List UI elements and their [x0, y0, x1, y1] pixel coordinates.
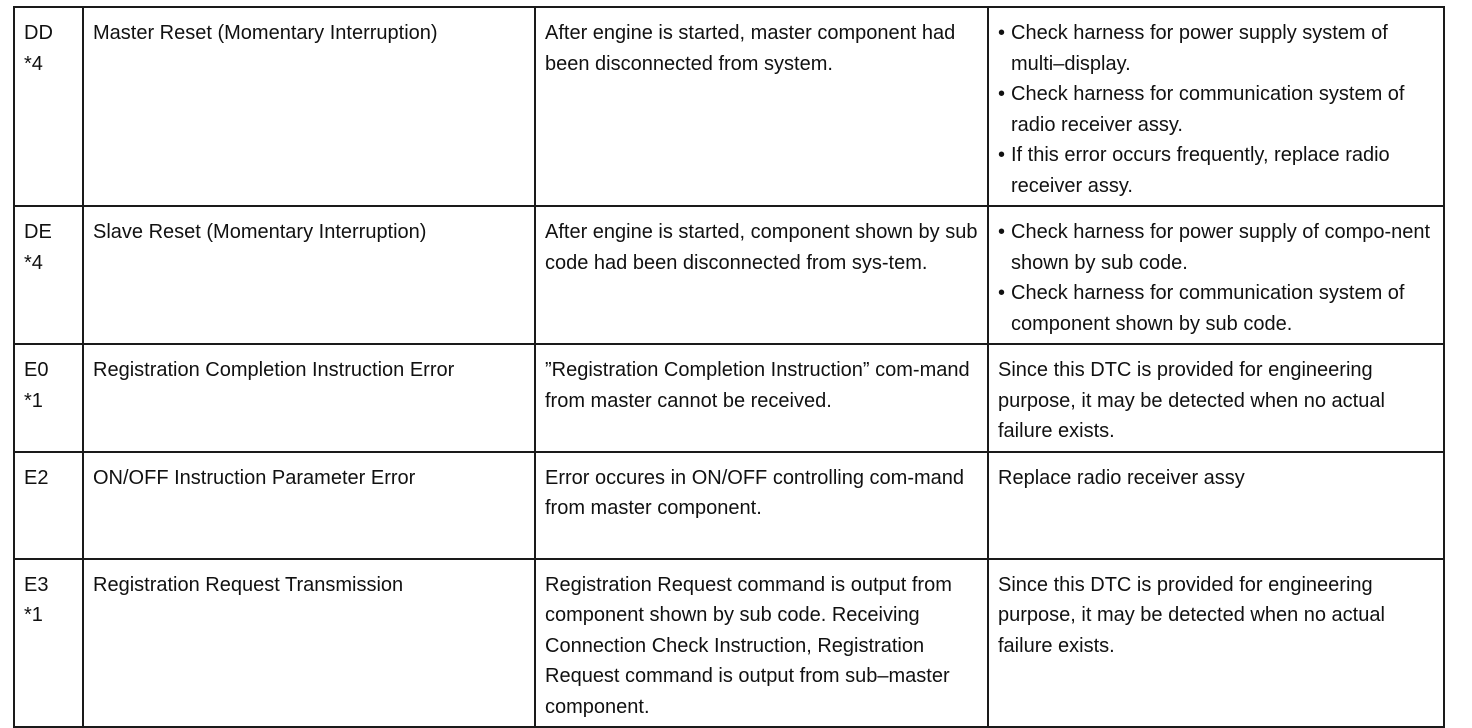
- table-row: [14, 344, 1444, 452]
- dtc-code-cell: [14, 206, 83, 344]
- trouble-condition: ”Registration Completion Instruction” com-mand from master cannot be received.: [535, 344, 988, 452]
- dtc-code: E2: [24, 466, 49, 489]
- trouble-condition: Registration Request command is output from component shown by sub code. Receiving Connection Check Instruction, Registration Request command is output from sub–master component.: [535, 559, 988, 728]
- remedy-list: [998, 217, 1435, 339]
- dtc-code-note: *4: [24, 52, 43, 75]
- detection-item: Master Reset (Momentary Interruption): [83, 7, 535, 206]
- dtc-code-cell: [14, 344, 83, 452]
- remedy-item: • Check harness for communication system of component shown by sub code.: [998, 278, 1435, 339]
- table-row: [14, 452, 1444, 559]
- dtc-code: E3: [24, 573, 49, 596]
- remedy-item: • Check harness for power supply system of multi–display.: [998, 18, 1435, 79]
- dtc-code-note: *4: [24, 251, 43, 274]
- remedy-item: • Check harness for power supply of compo-nent shown by sub code.: [998, 217, 1435, 278]
- table-row: [14, 559, 1444, 728]
- trouble-condition: After engine is started, component shown by sub code had been disconnected from sys-tem.: [535, 206, 988, 344]
- remedy-cell: Since this DTC is provided for engineering purpose, it may be detected when no actual failure exists.: [988, 344, 1444, 452]
- detection-item: Slave Reset (Momentary Interruption): [83, 206, 535, 344]
- remedy-cell: [988, 7, 1444, 206]
- trouble-condition: Error occures in ON/OFF controlling com-mand from master component.: [535, 452, 988, 559]
- dtc-table: [13, 6, 1445, 728]
- remedy-cell: Since this DTC is provided for engineering purpose, it may be detected when no actual failure exists.: [988, 559, 1444, 728]
- dtc-code-note: *1: [24, 389, 43, 412]
- dtc-code-cell: [14, 452, 83, 559]
- trouble-condition: After engine is started, master component had been disconnected from system.: [535, 7, 988, 206]
- dtc-code: E0: [24, 359, 49, 381]
- detection-item: ON/OFF Instruction Parameter Error: [83, 452, 535, 559]
- dtc-code-cell: [14, 7, 83, 206]
- table-row: [14, 206, 1444, 344]
- remedy-list: [998, 18, 1435, 201]
- remedy-cell: Replace radio receiver assy: [988, 452, 1444, 559]
- dtc-code: DE: [24, 221, 52, 243]
- detection-item: Registration Request Transmission: [83, 559, 535, 728]
- table-row: [14, 7, 1444, 206]
- detection-item: Registration Completion Instruction Error: [83, 344, 535, 452]
- dtc-code-note: *1: [24, 604, 43, 626]
- remedy-item: • If this error occurs frequently, replace radio receiver assy.: [998, 140, 1435, 201]
- remedy-item: • Check harness for communication system of radio receiver assy.: [998, 79, 1435, 140]
- remedy-cell: [988, 206, 1444, 344]
- dtc-code-cell: [14, 559, 83, 728]
- dtc-code: DD: [24, 22, 53, 44]
